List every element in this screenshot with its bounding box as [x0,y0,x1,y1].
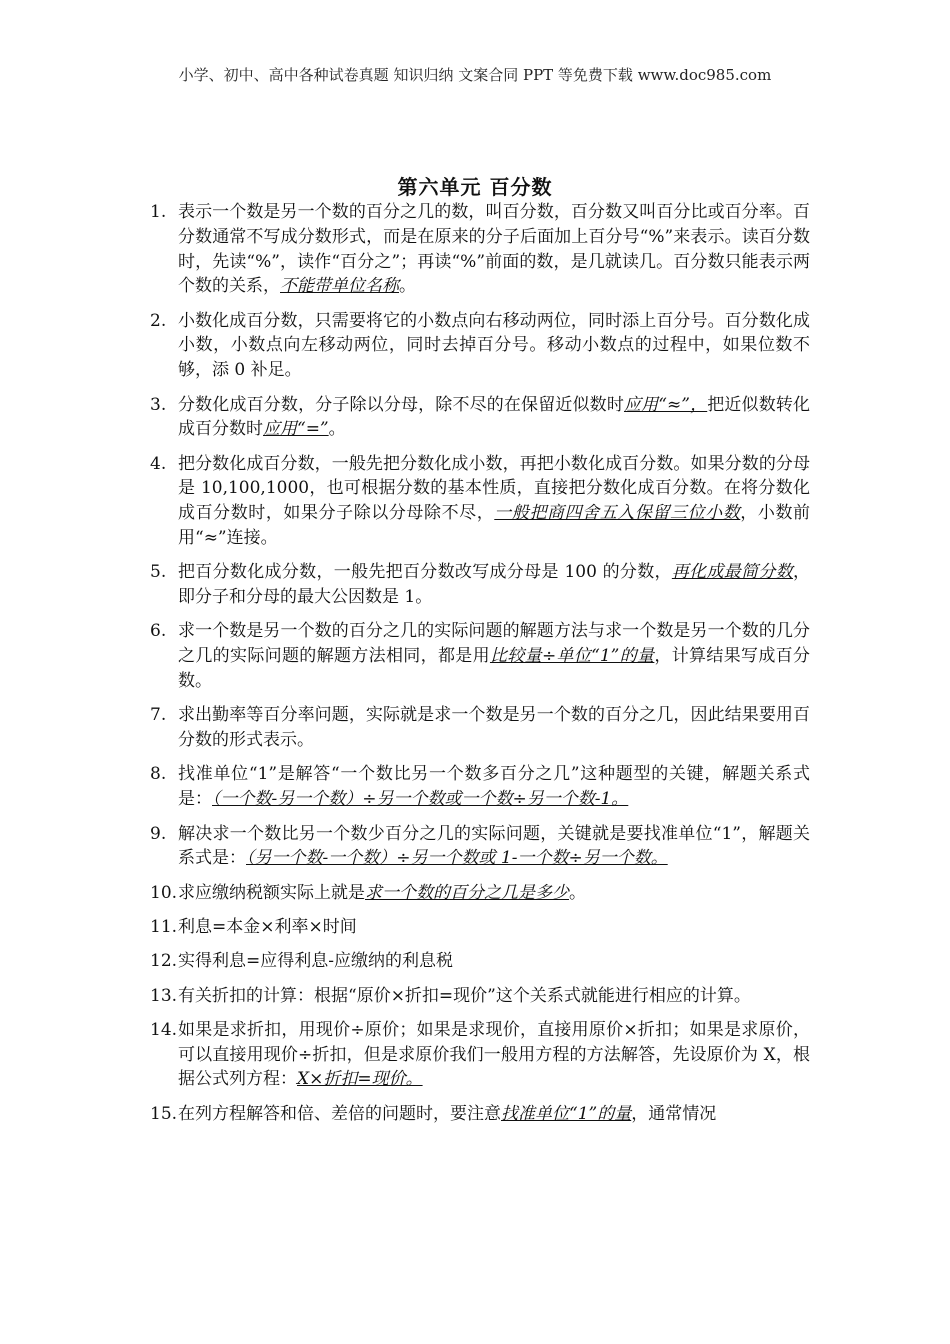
text-segment: 在列方程解答和倍、差倍的问题时，要注意 [178,1103,501,1124]
list-item-text [178,915,810,940]
text-segment: 。 [399,276,416,297]
key-phrase: 再化成最简分数 [671,562,793,583]
list-item-number [140,822,178,872]
list-item-number-label: 6. [150,621,167,642]
list-item-number [140,452,178,551]
list-item-text [178,881,810,906]
text-segment: 。 [569,882,586,903]
list-item-text [178,703,810,753]
list-item-text [178,822,810,872]
list-item-text [178,762,810,812]
list-item-number-label: 3. [150,394,167,415]
text-segment: 把近似数转化成百分数时 [178,394,810,440]
text-segment: 把百分数化成分数，一般先把百分数改写成分母是 100 的分数， [178,562,672,583]
list-item-number-label: 8. [150,764,167,785]
text-segment: 求应缴纳税额实际上就是 [178,882,365,903]
list-item [140,200,810,299]
list-item-text [178,309,810,383]
list-item-number [140,915,178,940]
text-segment: 利息=本金×利率×时间 [178,916,357,937]
list-item-number [140,1102,178,1127]
list-item [140,915,810,940]
key-phrase: 不能带单位名称 [280,276,399,297]
list-item-number-label: 2. [150,310,167,331]
list-item-text [178,1102,810,1127]
list-item-number-label: 4. [150,453,167,474]
text-segment: 把分数化成百分数，一般先把分数化成小数，再把小数化成百分数。如果分数的分母是 10,100,1000，也可根据分数的基本性质，直接把分数化成百分数。在将分数化成百分数时，如果分子除以分母除不尽， [178,453,810,524]
list-item-number [140,619,178,693]
list-item [140,881,810,906]
list-item-number [140,200,178,299]
list-item-number-label: 10. [150,882,178,903]
list-item-text [178,1018,810,1092]
list-item [140,393,810,443]
list-item-number-label: 14. [150,1019,178,1040]
list-item-number-label: 15. [150,1103,178,1124]
list-item-number-label: 5. [150,562,167,583]
list-item-number-label: 13. [150,985,178,1006]
list-item-number-label: 1. [150,202,167,222]
text-segment: 求出勤率等百分率问题，实际就是求一个数是另一个数的百分之几，因此结果要用百分数的形式表示。 [178,705,810,751]
key-phrase: （一个数-另一个数）÷另一个数或一个数÷另一个数-1。 [212,789,629,810]
list-item-number [140,984,178,1009]
list-item-text [178,984,810,1009]
key-phrase: X×折扣=现价。 [297,1069,423,1090]
list-item-text [178,200,810,299]
list-item-number [140,1018,178,1092]
list-item-text [178,949,810,974]
page-title: 第六单元 百分数 [397,175,553,199]
list-item [140,984,810,1009]
text-segment: 小数化成百分数，只需要将它的小数点向右移动两位，同时添上百分号。百分数化成小数，小数点向左移动两位，同时去掉百分号。移动小数点的过程中，如果位数不够，添 0 补足。 [178,310,810,381]
list-item [140,1018,810,1092]
list-item [140,822,810,872]
list-item [140,560,810,610]
list-item [140,703,810,753]
key-phrase: 应用“=” [263,419,329,440]
list-item-number-label: 7. [150,705,167,726]
text-segment: 表示一个数是另一个数的百分之几的数，叫百分数，百分数又叫百分比或百分率。百分数通常不写成分数形式，而是在原来的分子后面加上百分号“%”来表示。读百分数时，先读“%”，读作“百分之”；再读“%”前面的数，是几就读几。百分数只能表示两个数的关系， [178,202,810,297]
text-segment: 如果是求折扣，用现价÷原价；如果是求现价，直接用原价×折扣；如果是求原价，可以直接用现价÷折扣，但是求原价我们一般用方程的方法解答，先设原价为 X，根据公式列方程： [178,1019,810,1090]
list-item-number-label: 12. [150,951,178,972]
list-item [140,762,810,812]
list-item-number [140,881,178,906]
text-segment: 实得利息=应得利息-应缴纳的利息税 [178,951,453,972]
list-item-number [140,949,178,974]
text-segment: 分数化成百分数，分子除以分母，除不尽的在保留近似数时 [178,394,624,415]
list-item [140,619,810,693]
list-item [140,949,810,974]
key-phrase: 比较量÷单位“1”的量 [489,646,655,667]
key-phrase: （另一个数-一个数）÷另一个数或 1-一个数÷另一个数。 [246,848,668,869]
list-item [140,309,810,383]
list-item-text [178,560,810,610]
list-item-number [140,309,178,383]
text-segment: 有关折扣的计算：根据“原价×折扣=现价”这个关系式就能进行相应的计算。 [178,985,751,1006]
text-segment: 。 [328,419,346,440]
list-item-number-label: 11. [150,916,178,937]
text-segment: ，通常情况 [631,1103,717,1124]
list-item-text [178,393,810,443]
list-item-number [140,703,178,753]
text-segment: ，即分子和分母的最大公因数是 1。 [178,562,810,608]
key-phrase: 找准单位“1”的量 [501,1103,632,1124]
text-segment: ，计算结果写成百分数。 [178,646,811,692]
text-segment: ，小数前用“≈”连接。 [178,503,811,549]
list-item-number-label: 9. [150,823,167,844]
key-phrase: 应用“≈”， [623,394,708,415]
text-segment: 求一个数是另一个数的百分之几的实际问题的解题方法与求一个数是另一个数的几分之几的实际问题的解题方法相同，都是用 [178,621,810,667]
list-item-number [140,762,178,812]
list-item-number [140,560,178,610]
list-item-text [178,619,810,693]
key-phrase: 一般把商四舍五入保留三位小数 [494,503,741,524]
list-item [140,1102,810,1127]
key-phrase: 求一个数的百分之几是多少 [365,882,569,903]
knowledge-list [140,200,810,1136]
list-item-text [178,452,810,551]
text-segment: 找准单位“1”是解答“一个数比另一个数多百分之几”这种题型的关键，解题关系式是： [178,764,810,810]
list-item [140,452,810,551]
list-item-number [140,393,178,443]
page-header: 小学、初中、高中各种试卷真题 知识归纳 文案合同 PPT 等免费下载 www.doc985.com [178,66,772,84]
text-segment: 解决求一个数比另一个数少百分之几的实际问题，关键就是要找准单位“1”，解题关系式是： [178,823,810,869]
